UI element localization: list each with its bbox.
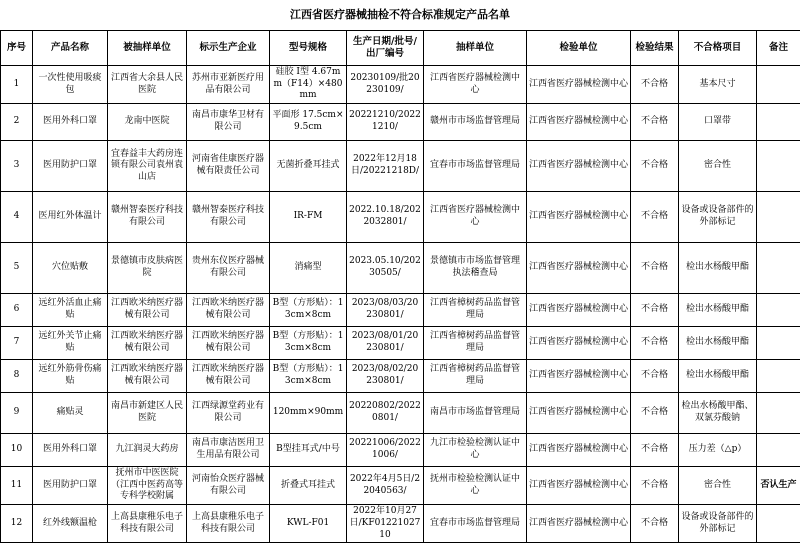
header-row xyxy=(1,31,800,66)
cell-tester: 江西省医疗器械检测中心 xyxy=(527,141,631,192)
cell-product: 医用外科口罩 xyxy=(33,434,108,467)
cell-model: 折叠式耳挂式 xyxy=(270,467,347,505)
header-product: 产品名称 xyxy=(33,31,108,66)
cell-sampler: 江西省樟树药品监督管理局 xyxy=(424,360,527,393)
cell-product: 远红外筋骨伤痛贴 xyxy=(33,360,108,393)
header-model: 型号规格 xyxy=(270,31,347,66)
cell-sampled-unit: 江西欧米纳医疗器械有限公司 xyxy=(108,360,187,393)
cell-manufacturer: 苏州市亚新医疗用品有限公司 xyxy=(187,66,270,104)
cell-model: 消痛型 xyxy=(270,243,347,294)
cell-product: 一次性使用吸痰包 xyxy=(33,66,108,104)
cell-manufacturer: 南昌市康洁医用卫生用品有限公司 xyxy=(187,434,270,467)
header-manufacturer: 标示生产企业 xyxy=(187,31,270,66)
table-row xyxy=(1,243,800,294)
header-note: 备注 xyxy=(757,31,800,66)
cell-no: 3 xyxy=(1,141,33,192)
cell-sampler: 江西省医疗器械检测中心 xyxy=(424,66,527,104)
cell-failed-item: 设备或设备部件的外部标记 xyxy=(679,192,757,243)
cell-product: 远红外活血止痛贴 xyxy=(33,294,108,327)
cell-sampled-unit: 江西省大余县人民医院 xyxy=(108,66,187,104)
header-no: 序号 xyxy=(1,31,33,66)
cell-sampled-unit: 上高县康稚乐电子科技有限公司 xyxy=(108,505,187,543)
cell-no: 10 xyxy=(1,434,33,467)
cell-batch: 2023/08/02/20230801/ xyxy=(347,360,424,393)
cell-result: 不合格 xyxy=(631,360,679,393)
cell-sampler: 宜春市市场监督管理局 xyxy=(424,505,527,543)
cell-tester: 江西省医疗器械检测中心 xyxy=(527,505,631,543)
table-row xyxy=(1,434,800,467)
cell-batch: 2022年4月5日/22040563/ xyxy=(347,467,424,505)
cell-note xyxy=(757,327,800,360)
cell-sampled-unit: 南昌市新建区人民医院 xyxy=(108,393,187,434)
cell-tester: 江西省医疗器械检测中心 xyxy=(527,393,631,434)
cell-sampler: 江西省樟树药品监督管理局 xyxy=(424,327,527,360)
cell-no: 8 xyxy=(1,360,33,393)
cell-failed-item: 检出水杨酸甲酯 xyxy=(679,294,757,327)
cell-no: 9 xyxy=(1,393,33,434)
cell-no: 11 xyxy=(1,467,33,505)
cell-batch: 2022年10月27日/KF0122102710 xyxy=(347,505,424,543)
cell-failed-item: 检出水杨酸甲酯、双氯芬酸钠 xyxy=(679,393,757,434)
cell-sampler: 宜春市市场监督管理局 xyxy=(424,141,527,192)
cell-sampled-unit: 宜春益丰大药房连锁有限公司袁州袁山店 xyxy=(108,141,187,192)
cell-sampler: 江西省医疗器械检测中心 xyxy=(424,192,527,243)
cell-batch: 20221210/20221210/ xyxy=(347,104,424,141)
cell-manufacturer: 上高县康稚乐电子科技有限公司 xyxy=(187,505,270,543)
table-row xyxy=(1,141,800,192)
table-row xyxy=(1,393,800,434)
header-result: 检验结果 xyxy=(631,31,679,66)
cell-model: 平面形 17.5cm×9.5cm xyxy=(270,104,347,141)
cell-batch: 2023.05.10/20230505/ xyxy=(347,243,424,294)
cell-model: B型（方形贴）：13cm×8cm xyxy=(270,327,347,360)
cell-failed-item: 压力差（△p） xyxy=(679,434,757,467)
cell-result: 不合格 xyxy=(631,294,679,327)
cell-model: B型挂耳式/中号 xyxy=(270,434,347,467)
cell-note xyxy=(757,141,800,192)
cell-sampler: 赣州市市场监督管理局 xyxy=(424,104,527,141)
cell-note xyxy=(757,243,800,294)
cell-manufacturer: 江西绿源堂药业有限公司 xyxy=(187,393,270,434)
cell-tester: 江西省医疗器械检测中心 xyxy=(527,243,631,294)
cell-manufacturer: 赣州智泰医疗科技有限公司 xyxy=(187,192,270,243)
cell-model: B型（方形贴）：13cm×8cm xyxy=(270,360,347,393)
cell-sampler: 九江市检验检测认证中心 xyxy=(424,434,527,467)
cell-model: IR-FM xyxy=(270,192,347,243)
table-row xyxy=(1,360,800,393)
cell-tester: 江西省医疗器械检测中心 xyxy=(527,294,631,327)
cell-sampler: 景德镇市市场监督管理执法稽查局 xyxy=(424,243,527,294)
cell-product: 医用防护口罩 xyxy=(33,467,108,505)
cell-batch: 2023/08/01/20230801/ xyxy=(347,327,424,360)
table-row xyxy=(1,294,800,327)
cell-manufacturer: 江西欧米纳医疗器械有限公司 xyxy=(187,327,270,360)
cell-tester: 江西省医疗器械检测中心 xyxy=(527,104,631,141)
cell-sampled-unit: 赣州智泰医疗科技有限公司 xyxy=(108,192,187,243)
cell-product: 远红外关节止痛贴 xyxy=(33,327,108,360)
cell-note xyxy=(757,66,800,104)
table-row xyxy=(1,327,800,360)
cell-result: 不合格 xyxy=(631,393,679,434)
cell-product: 痛贴灵 xyxy=(33,393,108,434)
cell-model: 无菌折叠耳挂式 xyxy=(270,141,347,192)
cell-sampler: 南昌市市场监督管理局 xyxy=(424,393,527,434)
cell-result: 不合格 xyxy=(631,434,679,467)
cell-product: 红外线额温枪 xyxy=(33,505,108,543)
cell-sampler: 抚州市检验检测认证中心 xyxy=(424,467,527,505)
cell-manufacturer: 贵州东仪医疗器械有限公司 xyxy=(187,243,270,294)
cell-batch: 2022年12月18日/20221218D/ xyxy=(347,141,424,192)
cell-failed-item: 密合性 xyxy=(679,141,757,192)
cell-sampled-unit: 九江润灵大药房 xyxy=(108,434,187,467)
cell-result: 不合格 xyxy=(631,192,679,243)
cell-sampler: 江西省樟树药品监督管理局 xyxy=(424,294,527,327)
cell-tester: 江西省医疗器械检测中心 xyxy=(527,66,631,104)
cell-batch: 20230109/批20230109/ xyxy=(347,66,424,104)
cell-model: 硅胶 Ⅰ型 4.67mm（F14）×480mm xyxy=(270,66,347,104)
cell-sampled-unit: 江西欧米纳医疗器械有限公司 xyxy=(108,294,187,327)
cell-failed-item: 检出水杨酸甲酯 xyxy=(679,360,757,393)
cell-product: 医用防护口罩 xyxy=(33,141,108,192)
cell-manufacturer: 南昌市康华卫材有限公司 xyxy=(187,104,270,141)
table-row xyxy=(1,467,800,505)
sheet-title: 江西省医疗器械抽检不符合标准规定产品名单 xyxy=(0,0,800,30)
cell-manufacturer: 江西欧米纳医疗器械有限公司 xyxy=(187,294,270,327)
header-sampler: 抽样单位 xyxy=(424,31,527,66)
table-row xyxy=(1,192,800,243)
cell-batch: 2023/08/03/20230801/ xyxy=(347,294,424,327)
cell-product: 医用外科口罩 xyxy=(33,104,108,141)
table-row xyxy=(1,66,800,104)
cell-failed-item: 检出水杨酸甲酯 xyxy=(679,327,757,360)
cell-model: B型（方形贴）：13cm×8cm xyxy=(270,294,347,327)
cell-failed-item: 设备或设备部件的外部标记 xyxy=(679,505,757,543)
cell-model: KWL-F01 xyxy=(270,505,347,543)
cell-failed-item: 检出水杨酸甲酯 xyxy=(679,243,757,294)
cell-sampled-unit: 景德镇市皮肤病医院 xyxy=(108,243,187,294)
cell-no: 5 xyxy=(1,243,33,294)
header-tester: 检验单位 xyxy=(527,31,631,66)
cell-result: 不合格 xyxy=(631,141,679,192)
cell-sampled-unit: 江西欧米纳医疗器械有限公司 xyxy=(108,327,187,360)
cell-no: 12 xyxy=(1,505,33,543)
cell-result: 不合格 xyxy=(631,467,679,505)
cell-note: 否认生产 xyxy=(757,467,800,505)
cell-failed-item: 口罩带 xyxy=(679,104,757,141)
cell-no: 4 xyxy=(1,192,33,243)
cell-no: 7 xyxy=(1,327,33,360)
cell-failed-item: 密合性 xyxy=(679,467,757,505)
cell-product: 穴位贴敷 xyxy=(33,243,108,294)
cell-manufacturer: 江西欧米纳医疗器械有限公司 xyxy=(187,360,270,393)
cell-tester: 江西省医疗器械检测中心 xyxy=(527,360,631,393)
cell-sampled-unit: 龙南中医院 xyxy=(108,104,187,141)
cell-batch: 20220802/20220801/ xyxy=(347,393,424,434)
cell-product: 医用红外体温计 xyxy=(33,192,108,243)
nonconforming-products-table xyxy=(0,30,800,543)
cell-note xyxy=(757,192,800,243)
cell-result: 不合格 xyxy=(631,66,679,104)
cell-note xyxy=(757,104,800,141)
cell-result: 不合格 xyxy=(631,243,679,294)
cell-note xyxy=(757,360,800,393)
cell-manufacturer: 河南怡众医疗器械有限公司 xyxy=(187,467,270,505)
header-batch: 生产日期/批号/出厂编号 xyxy=(347,31,424,66)
cell-tester: 江西省医疗器械检测中心 xyxy=(527,467,631,505)
cell-batch: 2022.10.18/2022032801/ xyxy=(347,192,424,243)
table-row xyxy=(1,505,800,543)
cell-sampled-unit: 抚州市中医医院（江西中医药高等专科学校附属 xyxy=(108,467,187,505)
header-failed-item: 不合格项目 xyxy=(679,31,757,66)
cell-result: 不合格 xyxy=(631,327,679,360)
cell-note xyxy=(757,294,800,327)
cell-tester: 江西省医疗器械检测中心 xyxy=(527,192,631,243)
cell-tester: 江西省医疗器械检测中心 xyxy=(527,327,631,360)
header-sampled-unit: 被抽样单位 xyxy=(108,31,187,66)
table-row xyxy=(1,104,800,141)
cell-result: 不合格 xyxy=(631,505,679,543)
cell-no: 2 xyxy=(1,104,33,141)
cell-manufacturer: 河南省佳康医疗器械有限责任公司 xyxy=(187,141,270,192)
cell-note xyxy=(757,393,800,434)
cell-no: 1 xyxy=(1,66,33,104)
cell-batch: 20221006/20221006/ xyxy=(347,434,424,467)
cell-note xyxy=(757,505,800,543)
cell-model: 120mm×90mm xyxy=(270,393,347,434)
cell-tester: 江西省医疗器械检测中心 xyxy=(527,434,631,467)
cell-no: 6 xyxy=(1,294,33,327)
cell-result: 不合格 xyxy=(631,104,679,141)
cell-note xyxy=(757,434,800,467)
cell-failed-item: 基本尺寸 xyxy=(679,66,757,104)
